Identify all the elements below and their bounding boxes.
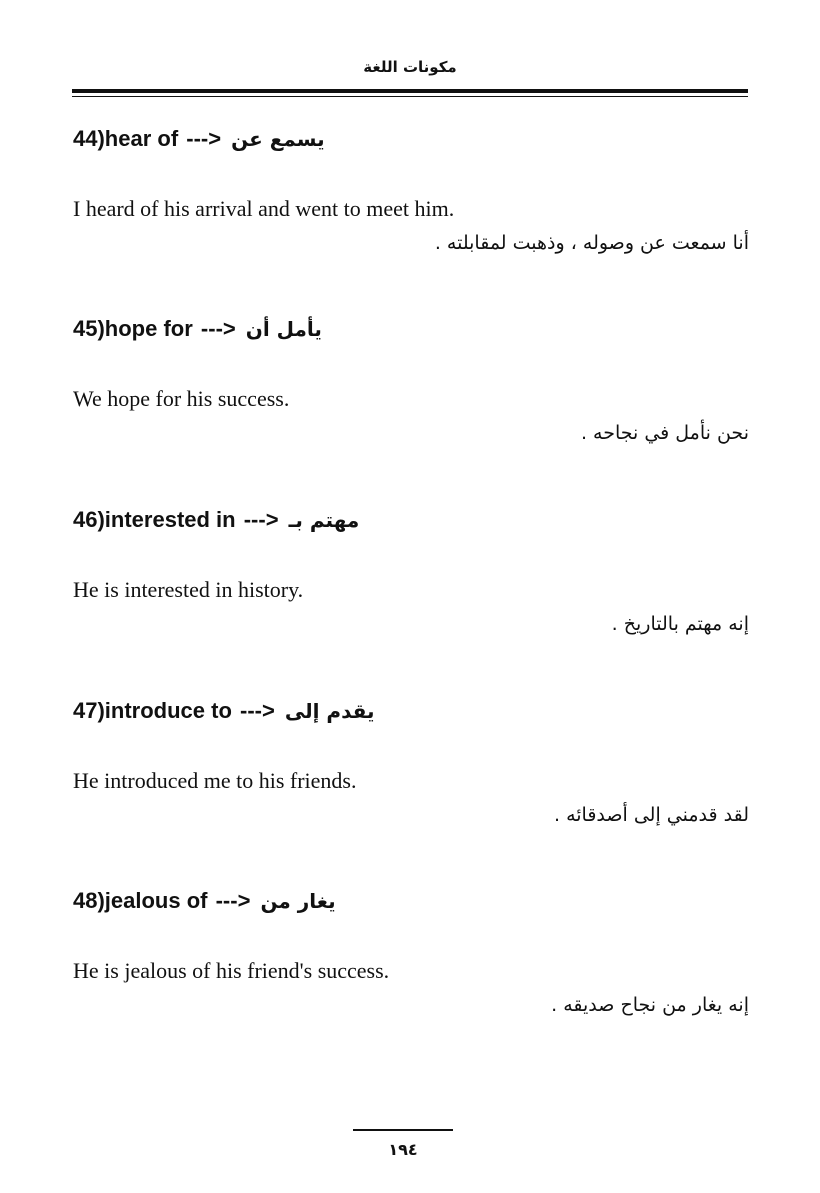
entry-number: 44) [73,126,105,151]
example-sentence-english: He is interested in history. [73,577,304,602]
entry-44 [73,121,749,254]
arrow-right-icon: ---> [186,126,222,151]
entry-47 [73,693,749,826]
entry-heading [73,502,749,538]
entry-number: 46) [73,507,105,532]
entry-number: 47) [73,698,105,723]
entry-heading [73,311,749,347]
page-number: ١٩٤ [388,1140,418,1159]
entry-heading [73,693,749,729]
example-sentence-arabic: نحن نأمل في نجاحه . [580,422,749,444]
page-header-title: مكونات اللغة [363,58,457,76]
entry-heading [73,121,749,157]
example-sentence-english: He introduced me to his friends. [73,768,357,793]
entry-arabic-meaning: يغار من [260,889,336,913]
entry-number: 45) [73,316,105,341]
entry-phrase: hope for [104,316,193,341]
example-sentence-english: He is jealous of his friend's success. [73,958,390,983]
footer-rule [353,1129,453,1131]
arrow-right-icon: ---> [243,507,279,532]
arrow-right-icon: ---> [200,316,236,341]
entry-phrase: interested in [104,507,236,532]
header-rule-thick [72,89,748,93]
example-sentence-arabic: لقد قدمني إلى أصدقائه . [553,804,749,826]
example-sentence-arabic: إنه مهتم بالتاريخ . [611,613,749,635]
entry-arabic-meaning: يأمل أن [245,317,322,341]
header-rule-thin [72,96,748,97]
entry-45 [73,311,749,444]
entry-phrase: introduce to [104,698,232,723]
example-sentence-arabic: أنا سمعت عن وصوله ، وذهبت لمقابلته . [434,232,749,254]
entry-heading [73,883,749,919]
example-sentence-arabic: إنه يغار من نجاح صديقه . [551,994,749,1016]
entry-arabic-meaning: مهتم بـ [288,508,360,532]
entry-phrase: hear of [104,126,179,151]
arrow-right-icon: ---> [215,888,251,913]
entry-46 [73,502,749,635]
example-sentence-english: I heard of his arrival and went to meet him. [73,196,455,221]
entry-arabic-meaning: يسمع عن [231,127,325,151]
entry-number: 48) [73,888,105,913]
entry-48 [73,883,749,1016]
arrow-right-icon: ---> [240,698,275,723]
entry-phrase: jealous of [104,888,208,913]
entry-arabic-meaning: يقدم إلى [284,699,375,723]
example-sentence-english: We hope for his success. [73,386,290,411]
